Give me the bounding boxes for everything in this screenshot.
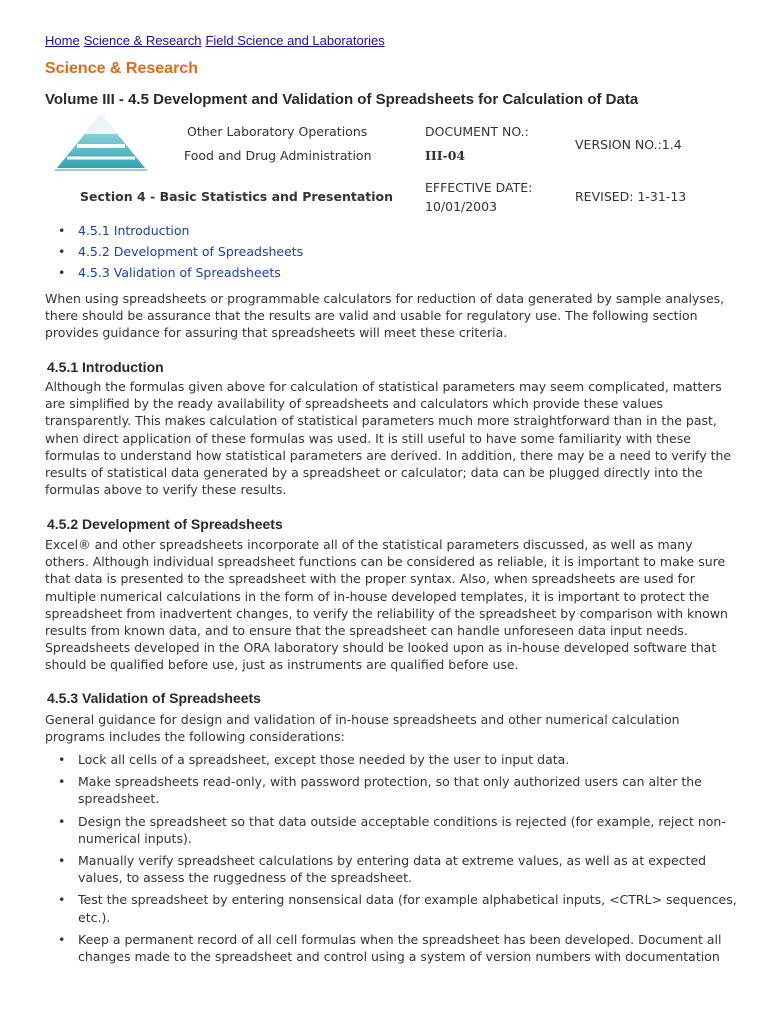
breadcrumb-science-research-link[interactable]: Science & Research	[83, 33, 202, 48]
list-item: • Test the spreadsheet by entering nonsensical data (for example alphabetical inputs, <CTRL> sequences, etc.).	[58, 891, 743, 925]
toc-item	[58, 262, 303, 283]
version-number: VERSION NO.:1.4	[575, 137, 682, 152]
section-heading-development: 4.5.2 Development of Spreadsheets	[47, 516, 283, 532]
org-line-2: Food and Drug Administration	[184, 148, 372, 163]
toc-item	[58, 220, 303, 241]
intro-paragraph: When using spreadsheets or programmable calculators for reduction of data generated by sample analyses, there should be assurance that the results are valid and usable for regulatory use. The following section provides guidance for assuring that spreadsheets will meet these criteria.	[45, 291, 725, 341]
revised-date: REVISED: 1-31-13	[575, 189, 687, 204]
site-title: Science & Research	[45, 60, 198, 77]
section-body-introduction: Although the formulas given above for calculation of statistical parameters may seem complicated, matters are simplified by the ready availability of spreadsheets and calculators which provide these values transparently. This makes calculation of statistical parameters much more straightforward than in the past, when direct application of these formulas was used. It is still useful to have some familiarity with these formulas to understand how statistical parameters are derived. In addition, there may be a need to verify the results of statistical data generated by a spreadsheet or calculator; data can be plugged directly into the formulas above to verify these results.	[45, 379, 732, 498]
document-no-value: III-04	[425, 148, 466, 163]
toc-link-introduction[interactable]: 4.5.1 Introduction	[78, 223, 190, 238]
volume-title: Volume III - 4.5 Development and Validation of Spreadsheets for Calculation of Data	[45, 91, 639, 108]
section-title: Section 4 - Basic Statistics and Presentation	[80, 189, 394, 204]
toc-link-validation[interactable]: 4.5.3 Validation of Spreadsheets	[78, 265, 281, 280]
section-body-development: Excel® and other spreadsheets incorporate all of the statistical parameters discussed, as well as many others. Although individual spreadsheet functions can be considered as reliable, it is important to make sure that data is presented to the spreadsheet with the proper syntax. Also, when spreadsheets are used for multiple numerical calculations in the form of in-house developed templates, it is important to protect the spreadsheet from inadvertent changes, to verify the reliability of the spreadsheet by comparison with known results from known data, and to ensure that the spreadsheet can handle unforeseen data input needs. Spreadsheets developed in the ORA laboratory should be looked upon as in-house developed software that should be qualified before use, just as instruments are qualified before use.	[45, 537, 728, 673]
list-item: • Design the spreadsheet so that data outside acceptable conditions is rejected (for example, reject non-numerical inputs).	[58, 813, 743, 847]
pyramid-logo-icon	[55, 112, 147, 172]
toc-link-development[interactable]: 4.5.2 Development of Spreadsheets	[78, 244, 304, 259]
breadcrumb-home-link[interactable]: Home	[45, 33, 80, 48]
section-body-validation: General guidance for design and validation of in-house spreadsheets and other numerical calculation programs includes the following considerations:	[45, 712, 680, 745]
section-heading-introduction: 4.5.1 Introduction	[47, 359, 164, 375]
effective-date-label: EFFECTIVE DATE:	[425, 180, 533, 195]
document-no-label: DOCUMENT NO.:	[425, 124, 529, 139]
table-of-contents	[58, 220, 303, 283]
list-item: • Keep a permanent record of all cell formulas when the spreadsheet has been developed. Document all changes made to the spreadsheet and control using a system of version numbers with documentation	[58, 931, 743, 965]
list-item: • Make spreadsheets read-only, with password protection, so that only authorized users can alter the spreadsheet.	[58, 773, 743, 807]
breadcrumb-field-science-link[interactable]: Field Science and Laboratories	[205, 33, 385, 48]
validation-considerations-list	[58, 751, 743, 970]
org-line-1: Other Laboratory Operations	[187, 124, 368, 139]
effective-date-value: 10/01/2003	[425, 199, 498, 214]
list-item: • Lock all cells of a spreadsheet, except those needed by the user to input data.	[58, 751, 743, 768]
list-item: • Manually verify spreadsheet calculations by entering data at extreme values, as well as at expected values, to assess the ruggedness of the spreadsheet.	[58, 852, 743, 886]
breadcrumb	[45, 33, 389, 48]
toc-item	[58, 241, 303, 262]
section-heading-validation: 4.5.3 Validation of Spreadsheets	[47, 690, 261, 706]
